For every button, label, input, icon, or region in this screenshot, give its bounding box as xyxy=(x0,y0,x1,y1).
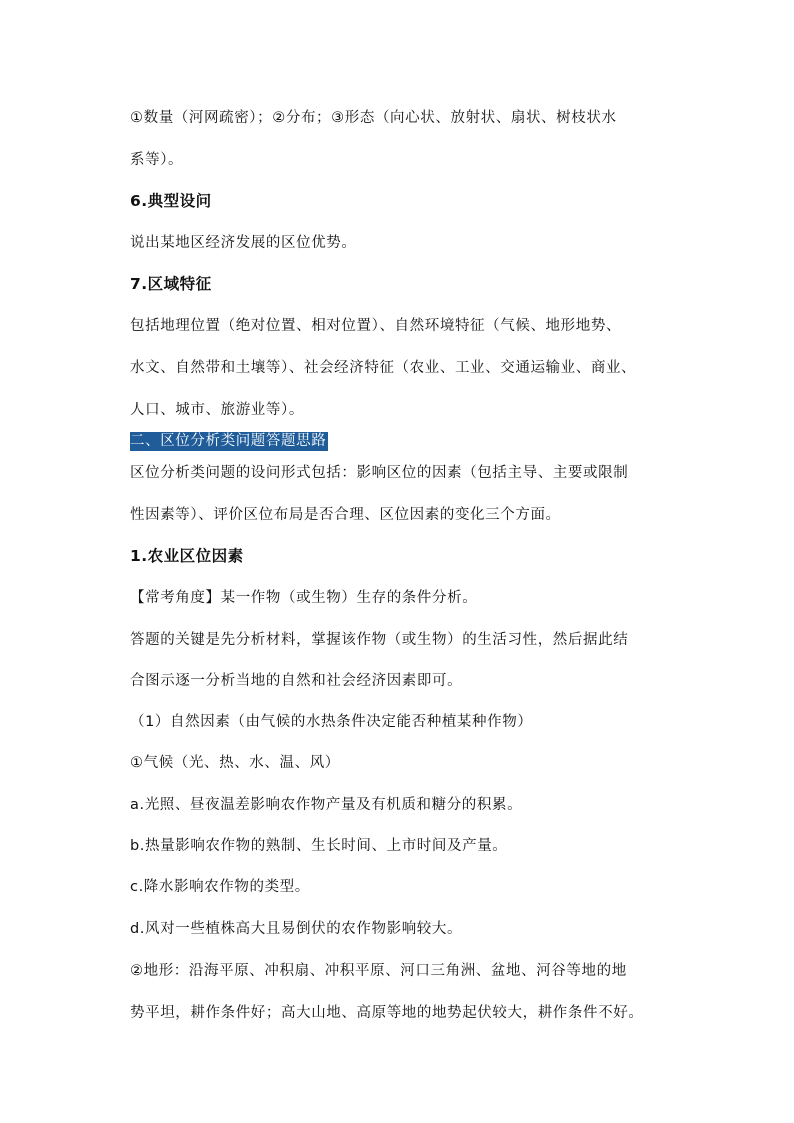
text-line: c.降水影响农作物的类型。 xyxy=(130,879,310,895)
section-title xyxy=(130,430,670,452)
text-line: （1）自然因素（由气候的水热条件决定能否种植某种作物） xyxy=(130,714,533,730)
text-line: 说出某地区经济发展的区位优势。 xyxy=(130,235,357,251)
text-line: 区位分析类问题的设问形式包括：影响区位的因素（包括主导、主要或限制 xyxy=(130,465,629,481)
heading-regional-features: 7.区域特征 xyxy=(130,275,212,293)
text-line: b.热量影响农作物的熟制、生长时间、上市时间及产量。 xyxy=(130,838,508,854)
text-line: ①数量（河网疏密）；②分布；③形态（向心状、放射状、扇状、树枝状水 xyxy=(130,110,617,126)
heading-typical-questions: 6.典型设问 xyxy=(130,192,212,210)
heading-agriculture-factors: 1.农业区位因素 xyxy=(130,547,244,565)
section-title-highlight: 二、区位分析类问题答题思路 xyxy=(130,433,327,449)
text-line: ②地形：沿海平原、冲积扇、冲积平原、河口三角洲、盆地、河谷等地的地 xyxy=(130,963,627,979)
text-line: a.光照、昼夜温差影响农作物产量及有机质和糖分的积累。 xyxy=(130,797,523,813)
text-line: 系等）。 xyxy=(130,152,184,168)
text-line: ①气候（光、热、水、温、风） xyxy=(130,755,340,771)
text-line: 性因素等）、评价区位布局是否合理、区位因素的变化三个方面。 xyxy=(130,507,561,523)
text-line: 势平坦，耕作条件好；高大山地、高原等地的地势起伏较大，耕作条件不好。 xyxy=(130,1005,644,1021)
text-line: 包括地理位置（绝对位置、相对位置）、自然环境特征（气候、地形地势、 xyxy=(130,318,622,334)
text-line: 答题的关键是先分析材料，掌握该作物（或生物）的生活习性，然后据此结 xyxy=(130,632,629,648)
text-line: 人口、城市、旅游业等）。 xyxy=(130,402,304,418)
text-line: 水文、自然带和土壤等）、社会经济特征（农业、工业、交通运输业、商业、 xyxy=(130,360,637,376)
text-line: d.风对一些植株高大且易倒伏的农作物影响较大。 xyxy=(130,921,463,937)
text-line: 合图示逐一分析当地的自然和社会经济因素即可。 xyxy=(130,673,463,689)
text-line: 【常考角度】某一作物（或生物）生存的条件分析。 xyxy=(130,590,478,606)
